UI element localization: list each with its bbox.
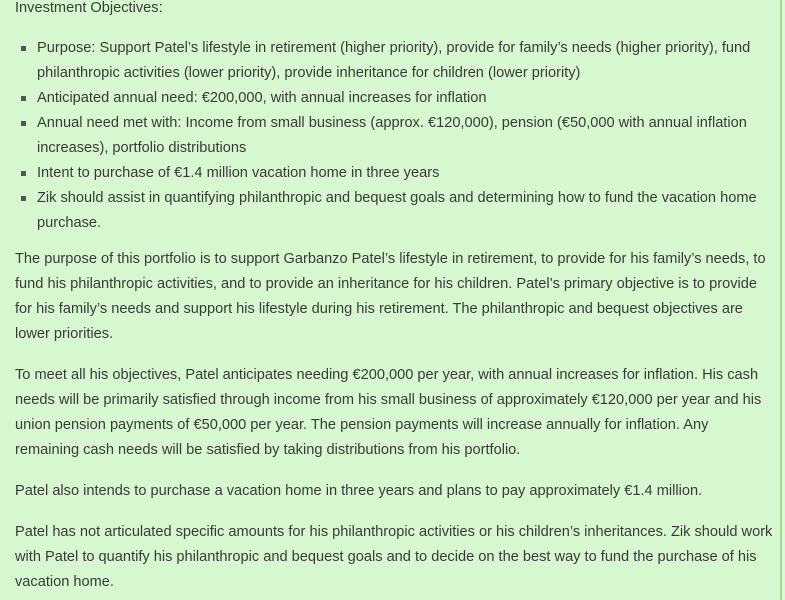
paragraph-philanthropy: Patel has not articulated specific amounts for his philanthropic activities or his children’s inheritances. Zik should work with Patel to quantify his philanthropic and bequest goals and to decide on the best way to fund the purchase of his vacation home. [15, 524, 773, 590]
list-item: Intent to purchase of €1.4 million vacation home in three years [37, 161, 762, 186]
list-item: Zik should assist in quantifying philanthropic and bequest goals and determining how to fund the vacation home purchase. [37, 186, 762, 236]
objectives-list [0, 36, 762, 236]
section-heading: Investment Objectives: [15, 0, 163, 16]
list-item: Anticipated annual need: €200,000, with annual increases for inflation [37, 86, 762, 111]
paragraph-purpose: The purpose of this portfolio is to support Garbanzo Patel’s lifestyle in retirement, to provide for his family’s needs, to fund his philanthropic activities, and to provide an inheritance for his children. Patel’s primary objective is to provide for his family’s needs and support his lifestyle during his retirement. The philanthropic and bequest objectives are lower priorities. [15, 251, 766, 342]
list-item: Purpose: Support Patel’s lifestyle in retirement (higher priority), provide for family’s needs (higher priority), fund philanthropic activities (lower priority), provide inheritance for children (lower priority) [37, 36, 762, 86]
list-item: Annual need met with: Income from small business (approx. €120,000), pension (€50,000 with annual inflation increases), portfolio distributions [37, 111, 762, 161]
paragraph-vacation-home: Patel also intends to purchase a vacation home in three years and plans to pay approximately €1.4 million. [15, 483, 703, 499]
paragraph-cash-needs: To meet all his objectives, Patel anticipates needing €200,000 per year, with annual increases for inflation. His cash needs will be primarily satisfied through income from his small business of approximately €120,000 per year and his union pension payments of €50,000 per year. The pension payments will increase annually for inflation. Any remaining cash needs will be satisfied by taking distributions from his portfolio. [15, 367, 762, 458]
